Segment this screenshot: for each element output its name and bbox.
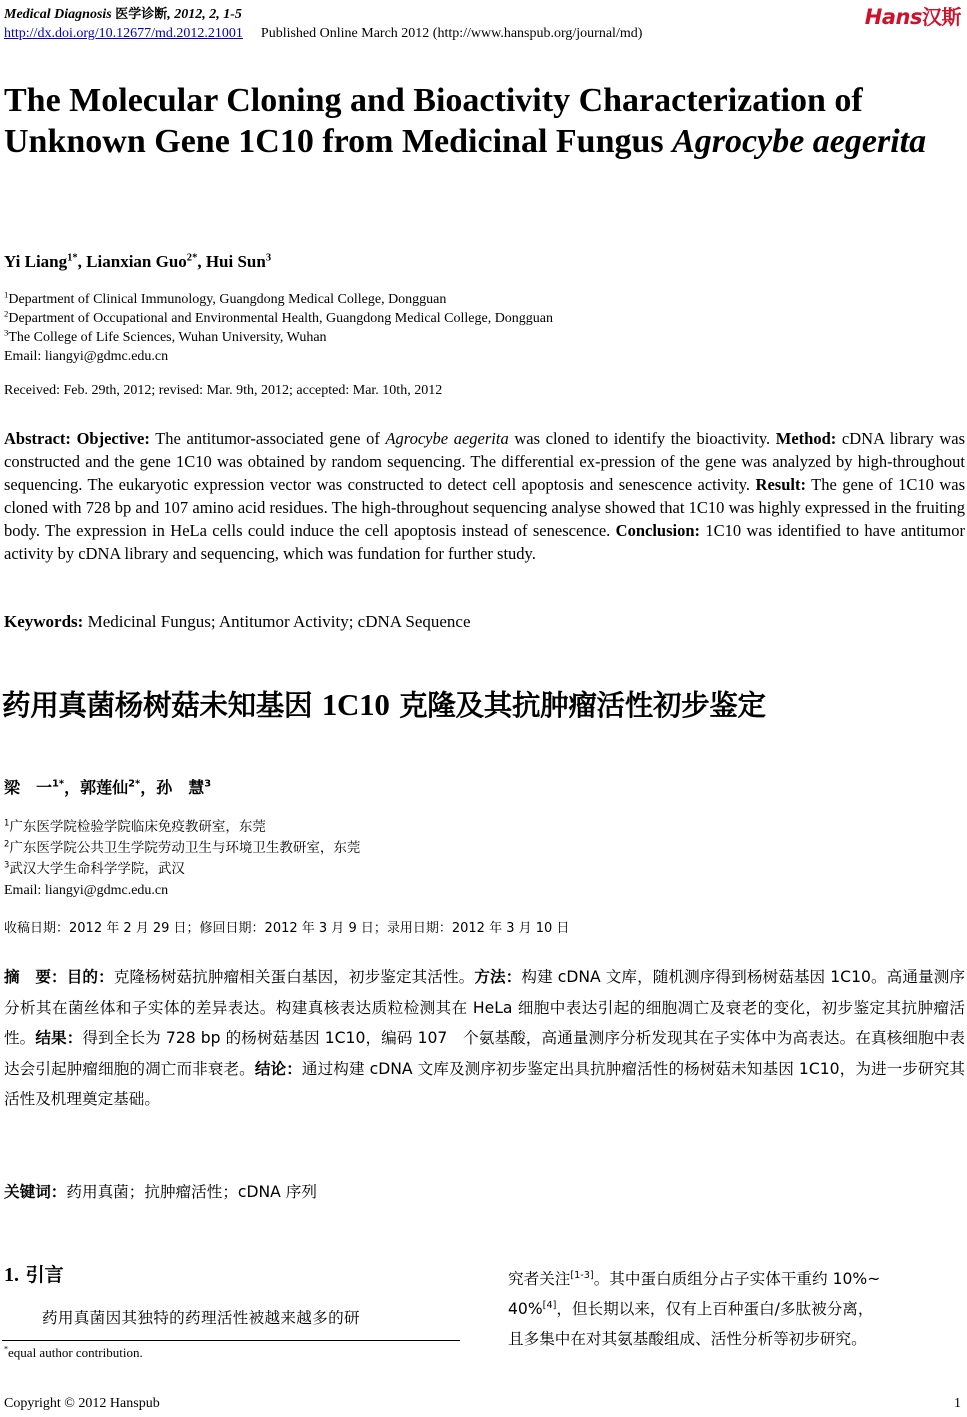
authors-en	[4, 252, 271, 272]
citation-ref[interactable]: [1-3]	[570, 1269, 594, 1281]
affiliation: $^3$武汉大学生命科学学院，武汉	[4, 859, 185, 877]
citation-ref[interactable]: [4]	[542, 1299, 557, 1311]
body-left-column: 药用真菌因其独特的药理活性被越来越多的研	[42, 1309, 360, 1327]
abstract-en: Abstract: Objective: The antitumor-associated gene of Agrocybe aegerita was cloned to identify the bioactivity. Method: cDNA library was constructed and the gene 1C10 was obtained by random sequencing. The differential ex-pression of the gene was analyzed by high-throughout sequencing. The eukaryotic expression vector was constructed to detect cell apoptosis and senescence activity. Result: The gene of 1C10 was cloned with 728 bp and 107 amino acid residues. The high-throughout sequencing analyse showed that 1C10 was highly expressed in the fruiting body. The expression in HeLa cells could induce the cell apoptosis instead of senescence. Conclusion: 1C10 was identified to have antitumor activity by cDNA library and sequencing, which was fundation for further study.	[4, 429, 966, 563]
affiliation: $^2$Department of Occupational and Environmental Health, Guangdong Medical College, Dongguan	[4, 308, 554, 326]
affiliations-en	[4, 290, 954, 366]
doi-link[interactable]: http://dx.doi.org/10.12677/md.2012.21001	[4, 26, 243, 41]
abstract-cn: 摘 要：目的：克隆杨树菇抗肿瘤相关蛋白基因，初步鉴定其活性。方法：构建 cDNA 文库，随机测序得到杨树菇基因 1C10。高通量测序分析其在菌丝体和子实体的差异表达。构建真核表达质粒检测其在 HeLa 细胞中表达引起的细胞凋亡及衰老的变化，初步鉴定其抗肿瘤活性。结果：得到全长为 728 bp 的杨树菇基因 1C10，编码 107 个氨基酸，高通量测序分析发现其在子实体中为高表达。在真核细胞中表达会引起肿瘤细胞的凋亡而非衰老。结论：通过构建 cDNA 文库及测序初步鉴定出具抗肿瘤活性的杨树菇未知基因 1C10，为进一步研究其活性及机理奠定基础。	[4, 968, 965, 1108]
author-separator: ,	[77, 252, 87, 271]
affiliation: $^2$广东医学院公共卫生学院劳动卫生与环境卫生教研室，东莞	[4, 838, 361, 856]
title-main: The Molecular Cloning and Bioactivity Characterization of Unknown Gene 1C10 from Medicinal Fungus	[4, 82, 863, 160]
email-cn: Email: liangyi@gdmc.edu.cn	[4, 883, 169, 898]
hans-logo	[865, 1, 961, 30]
keywords-text: Medicinal Fungus; Antitumor Activity; cDNA Sequence	[83, 612, 471, 631]
author-affiliation-mark: 2*	[128, 778, 141, 790]
keywords-label-cn: 关键词：	[4, 1183, 67, 1201]
abstract-label: Abstract:	[4, 429, 71, 448]
keywords-en	[4, 612, 471, 632]
page-number: 1	[954, 1396, 961, 1411]
author-affiliation-mark: 1*	[52, 778, 65, 790]
affiliation: $^3$The College of Life Sciences, Wuhan University, Wuhan	[4, 327, 327, 345]
author-separator: ,	[197, 252, 206, 271]
body-right-column	[508, 1264, 967, 1354]
affiliation: $^1$Department of Clinical Immunology, Guangdong Medical College, Dongguan	[4, 289, 447, 307]
logo-text: Hans	[864, 5, 922, 29]
section-heading: 1. 引言	[4, 1264, 64, 1286]
logo-text-cn: 汉斯	[922, 5, 961, 29]
journal-citation: , 2012, 2, 1-5	[167, 7, 242, 22]
header-publication-line	[4, 26, 642, 42]
abstract-label-cn: 摘 要：	[4, 968, 67, 986]
paper-title-en	[4, 80, 954, 162]
email-en: Email: liangyi@gdmc.edu.cn	[4, 349, 169, 364]
author: 梁 一	[4, 778, 53, 797]
author-affiliation-mark: 3	[204, 778, 212, 790]
journal-header	[4, 3, 242, 23]
published-online: Published Online March 2012 (http://www.hanspub.org/journal/md)	[260, 26, 643, 41]
body-line: 究者关注[1-3]。其中蛋白质组分占子实体干重约 10%~	[508, 1269, 881, 1288]
footnote-rule	[2, 1340, 460, 1341]
conclusion-label: Conclusion:	[615, 521, 701, 540]
body-line: 40%[4]，但长期以来，仅有上百种蛋白/多肽被分离，	[508, 1299, 874, 1318]
author: 郭莲仙	[80, 778, 129, 797]
author: 孙 慧	[156, 778, 205, 797]
dates-cn: 收稿日期：2012 年 2 月 29 日；修回日期：2012 年 3 月 9 日；录用日期：2012 年 3 月 10 日	[4, 921, 570, 936]
author-affiliation-mark: 3	[265, 252, 272, 264]
keywords-cn: 关键词：药用真菌；抗肿瘤活性；cDNA 序列	[4, 1183, 317, 1201]
authors-cn: 梁 一$^{1*}$，郭莲仙$^{2*}$，孙 慧$^3$	[4, 778, 212, 797]
copyright: Copyright © 2012 Hanspub	[4, 1396, 160, 1411]
received-dates: Received: Feb. 29th, 2012; revised: Mar. 9th, 2012; accepted: Mar. 10th, 2012	[4, 383, 443, 398]
title-species: Agrocybe aegerita	[672, 123, 927, 160]
journal-name-cn: 医学诊断	[115, 7, 168, 22]
body-line: 且多集中在对其氨基酸组成、活性分析等初步研究。	[508, 1330, 867, 1348]
keywords-label: Keywords:	[4, 612, 84, 631]
author: Lianxian Guo	[86, 252, 187, 271]
author-affiliation-mark: 1*	[67, 252, 78, 264]
method-label: Method:	[775, 429, 837, 448]
objective-label: Objective:	[76, 429, 150, 448]
affiliation: $^1$广东医学院检验学院临床免疫教研室，东莞	[4, 817, 266, 835]
author: Hui Sun	[205, 252, 266, 271]
author-affiliation-mark: 2*	[186, 252, 198, 264]
result-label: Result:	[755, 475, 806, 494]
paper-title-cn: 药用真菌杨树菇未知基因 1C10 克隆及其抗肿瘤活性初步鉴定	[2, 687, 766, 722]
author: Yi Liang	[4, 252, 68, 271]
journal-name: Medical Diagnosis	[4, 7, 112, 22]
footnote: *equal author contribution.	[4, 1344, 143, 1360]
affiliations-cn	[4, 817, 904, 901]
